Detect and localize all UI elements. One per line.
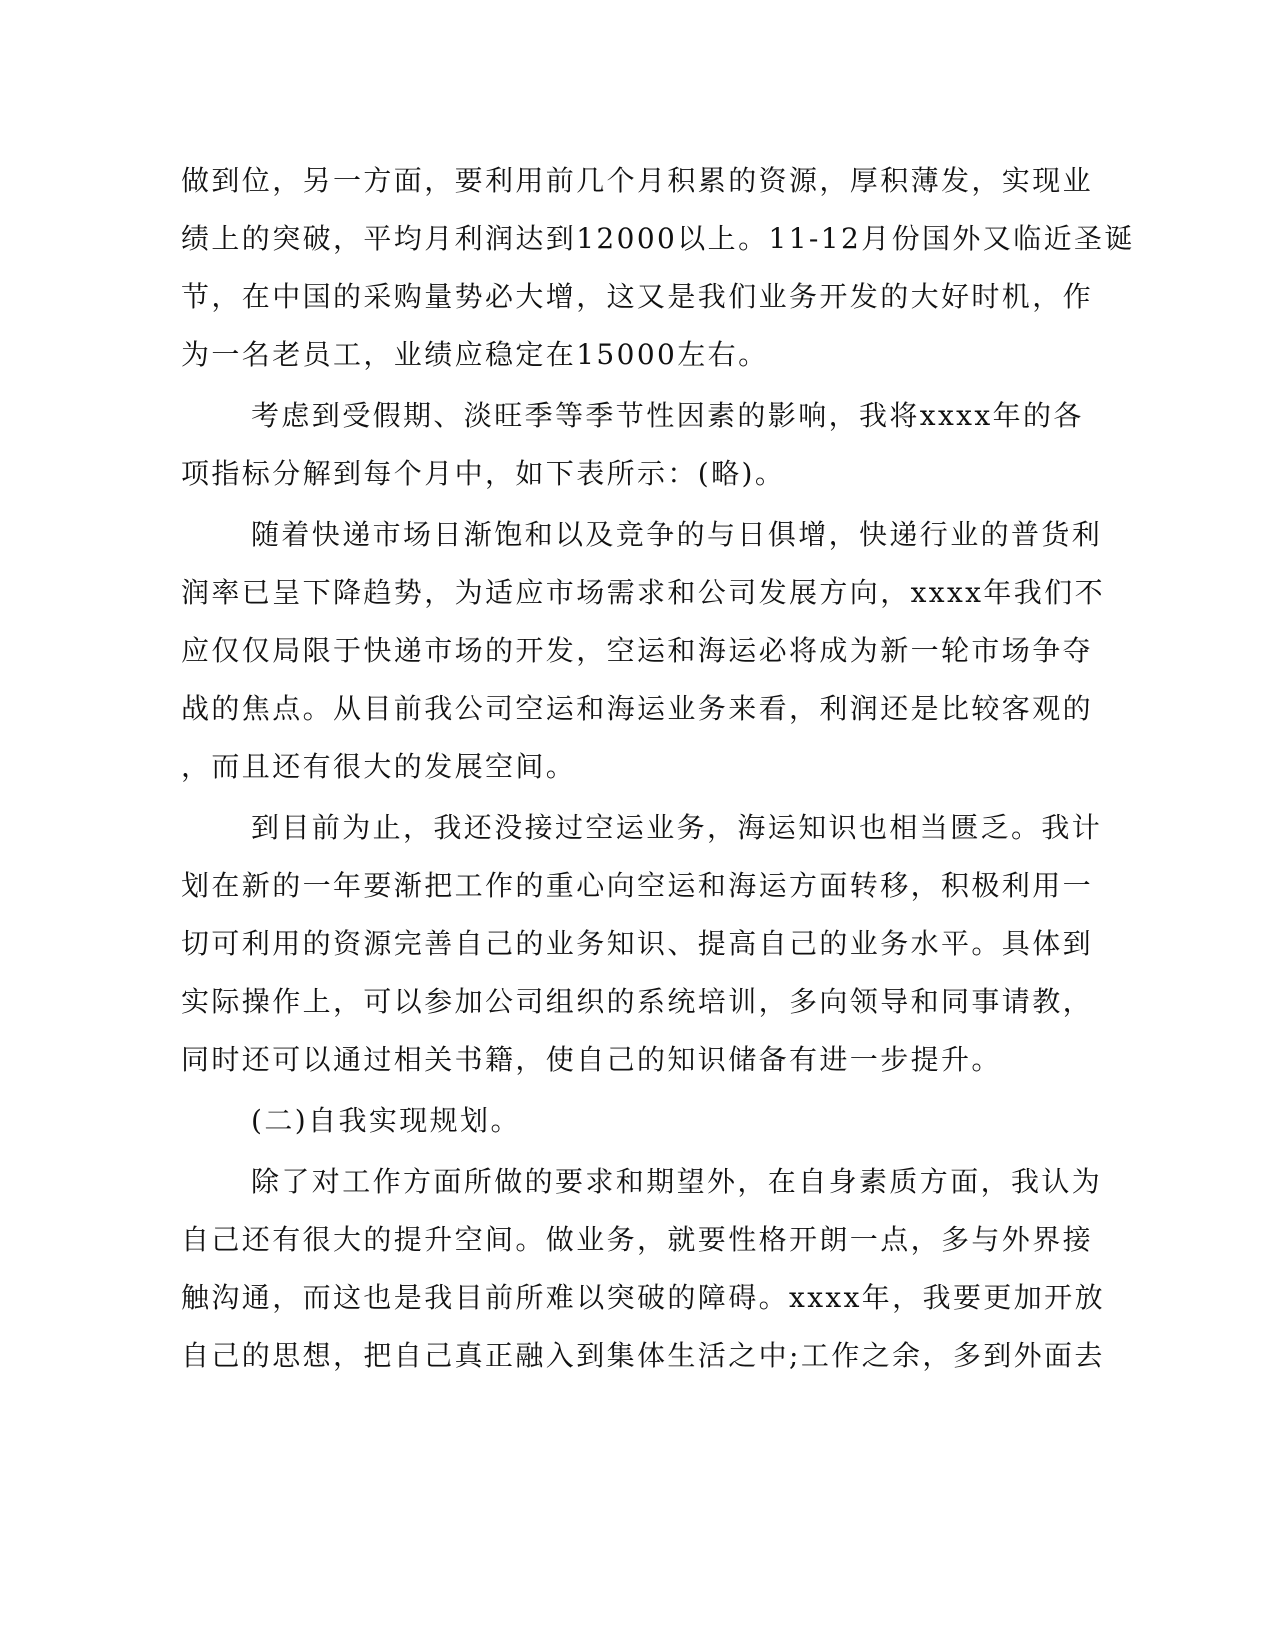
paragraph-first-line: 考虑到受假期、淡旺季等季节性因素的影响，我将xxxx年的各 [251, 399, 1084, 432]
text-line: 润率已呈下降趋势，为适应市场需求和公司发展方向，xxxx年我们不 [181, 576, 1105, 609]
text-line: 战的焦点。从目前我公司空运和海运业务来看，利润还是比较客观的 [181, 692, 1094, 725]
text-line: 划在新的一年要渐把工作的重心向空运和海运方面转移，积极利用一 [181, 869, 1094, 902]
section-heading: (二)自我实现规划。 [251, 1104, 521, 1137]
text-line: 为一名老员工，业绩应稳定在15000左右。 [181, 338, 769, 371]
text-line: 自己的思想，把自己真正融入到集体生活之中;工作之余，多到外面去 [181, 1339, 1105, 1372]
text-line: 切可利用的资源完善自己的业务知识、提高自己的业务水平。具体到 [181, 927, 1094, 960]
text-line: 做到位，另一方面，要利用前几个月积累的资源，厚积薄发，实现业 [181, 164, 1094, 197]
text-line: 自己还有很大的提升空间。做业务，就要性格开朗一点，多与外界接 [181, 1223, 1094, 1256]
text-line: 应仅仅局限于快递市场的开发，空运和海运必将成为新一轮市场争夺 [181, 634, 1094, 667]
text-line: 绩上的突破，平均月利润达到12000以上。11-12月份国外又临近圣诞 [181, 222, 1135, 255]
text-line: 节，在中国的采购量势必大增，这又是我们业务开发的大好时机，作 [181, 280, 1094, 313]
text-line: 触沟通，而这也是我目前所难以突破的障碍。xxxx年，我要更加开放 [181, 1281, 1105, 1314]
text-line: ，而且还有很大的发展空间。 [181, 750, 577, 783]
text-line: 项指标分解到每个月中，如下表所示：(略)。 [181, 457, 786, 490]
paragraph-first-line: 随着快递市场日渐饱和以及竞争的与日俱增，快递行业的普货利 [251, 518, 1103, 551]
paragraph-first-line: 到目前为止，我还没接过空运业务，海运知识也相当匮乏。我计 [251, 811, 1103, 844]
text-line: 同时还可以通过相关书籍，使自己的知识储备有进一步提升。 [181, 1043, 1002, 1076]
text-line: 实际操作上，可以参加公司组织的系统培训，多向领导和同事请教， [181, 985, 1094, 1018]
paragraph-first-line: 除了对工作方面所做的要求和期望外，在自身素质方面，我认为 [251, 1165, 1103, 1198]
